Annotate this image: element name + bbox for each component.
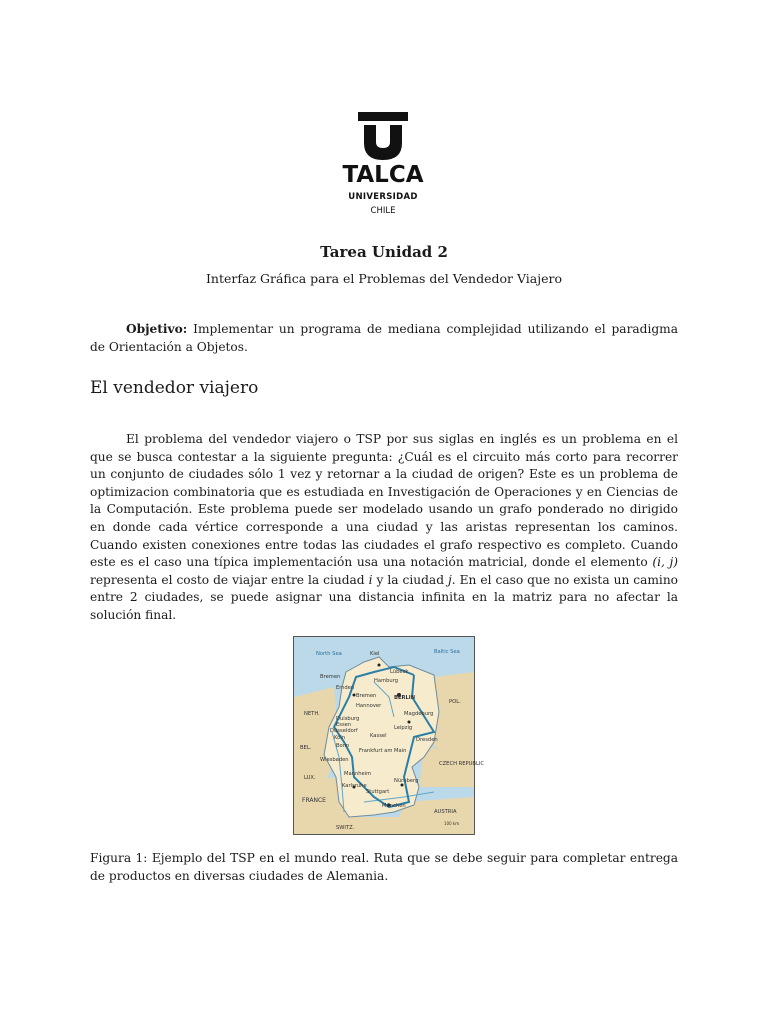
map-scale: 100 km <box>444 821 460 826</box>
map-label-baltic-sea: Baltic Sea <box>434 649 460 655</box>
body-text-3: y la ciudad <box>376 572 444 587</box>
logo-name: TALCA <box>342 162 424 188</box>
logo-country: CHILE <box>370 206 396 216</box>
map-label-hannover: Hannover <box>356 703 382 709</box>
map-label-austria: AUSTRIA <box>434 809 457 815</box>
body-text-4: . En el caso que no exista un camino entre 2 ciudades, se puede asignar una distancia infinita en la matriz para no afectar la solución final. <box>90 572 679 622</box>
map-label-bremerhaven: Bremen <box>320 674 341 680</box>
map-label-hamburg: Hamburg <box>374 678 399 684</box>
map-label-neth: NETH. <box>304 711 320 717</box>
body-text-1: El problema del vendedor viajero o TSP por sus siglas en inglés es un problema en el que se busca contestar a la siguiente pregunta: ¿Cuál es el circuito más corto para recorrer un conjunto de ciudades sólo 1 vez y retornar a la ciudad de origen? Este es un problema de optimizacion combinatoria que es estudiada en Investigación de Operaciones y en Ciencias de la Computación. Este problema puede ser modelado usando un grafo ponderado no dirigido en donde cada vértice corresponde a una ciudad y las aristas representan los caminos. Cuando existen conexiones entre todas las ciudades el grafo respectivo es completo. Cuando este es el caso una típica implementación usa una notación matricial, donde el elemento <box>90 432 678 570</box>
map-label-stuttgart: Stuttgart <box>366 789 390 795</box>
map-label-kassel: Kassel <box>370 733 387 739</box>
figure-caption-text: Ejemplo del TSP en el mundo real. Ruta que se debe seguir para completar entrega de productos en diversas ciudades de Alemania. <box>90 851 678 883</box>
section-heading: El vendedor viajero <box>90 378 259 398</box>
germany-map-figure <box>293 636 485 835</box>
map-label-essen: Essen <box>336 722 352 728</box>
body-text-2: representa el costo de viajar entre la ciudad <box>90 572 365 587</box>
germany-map <box>294 637 485 834</box>
map-label-lux: LUX. <box>304 775 316 781</box>
map-label-bonn: Bonn <box>336 743 350 749</box>
university-logo <box>330 96 436 236</box>
map-label-dusseldorf: Düsseldorf <box>330 728 358 734</box>
logo-university: UNIVERSIDAD <box>348 192 418 202</box>
math-j: j <box>448 572 452 587</box>
map-label-karlsruhe: Karlsruhe <box>342 783 367 789</box>
map-label-czech: CZECH REPUBLIC <box>439 761 485 767</box>
math-ij: (i, j) <box>652 555 679 570</box>
map-label-munchen: München <box>382 803 406 809</box>
objective-text: Implementar un programa de mediana complejidad utilizando el paradigma de Orientación a Objetos. <box>90 322 678 354</box>
map-label-leipzig: Leipzig <box>394 725 413 731</box>
map-label-kiel: Kiel <box>370 651 380 657</box>
document-title: Tarea Unidad 2 <box>320 243 448 261</box>
map-label-dresden: Dresden <box>416 737 438 743</box>
objective-label: Objetivo: <box>126 322 188 336</box>
map-label-mannheim: Mannheim <box>344 771 372 777</box>
map-label-wiesbaden: Wiesbaden <box>320 757 349 763</box>
map-label-nurnberg: Nürnberg <box>394 778 419 784</box>
map-label-lubeck: Lübeck <box>390 669 409 675</box>
map-label-bel: BEL. <box>300 745 312 751</box>
body-paragraph <box>90 431 678 625</box>
map-label-duisburg: Duisburg <box>336 716 360 722</box>
map-label-france: FRANCE <box>302 797 326 804</box>
map-label-berlin: BERLIN <box>394 695 416 701</box>
map-label-koln: Köln <box>334 735 346 741</box>
map-label-pol: POL. <box>449 699 461 705</box>
figure-label: Figura 1: <box>90 851 148 865</box>
map-label-north-sea: North Sea <box>316 651 342 657</box>
figure-caption <box>90 850 678 885</box>
document-subtitle: Interfaz Gráfica para el Problemas del Vendedor Viajero <box>205 271 563 286</box>
objective-paragraph <box>90 321 678 356</box>
map-label-emden: Emden <box>336 685 355 691</box>
math-i: i <box>368 572 373 587</box>
map-label-switz: SWITZ. <box>336 825 355 831</box>
map-label-frankfurt: Frankfurt am Main <box>359 748 407 754</box>
talca-u-logo-icon <box>358 112 408 160</box>
map-label-magdeburg: Magdeburg <box>404 711 434 717</box>
map-label-bremen: Bremen <box>356 693 377 699</box>
